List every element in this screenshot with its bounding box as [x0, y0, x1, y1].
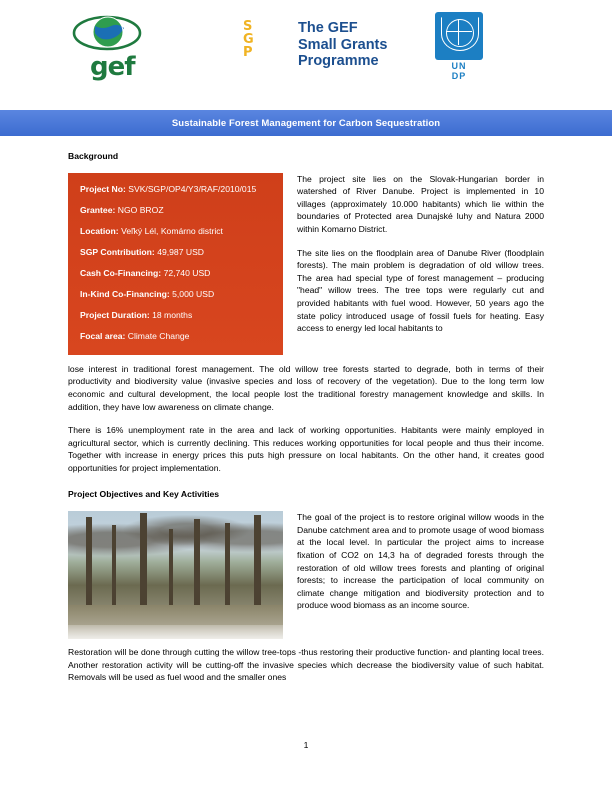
undp-letter-d: D — [451, 70, 460, 81]
floodplain-willow-forest-photo — [68, 511, 283, 639]
undp-letter-p: P — [459, 70, 467, 81]
undp-letter-n: N — [459, 61, 467, 71]
sgp-logo — [243, 14, 393, 82]
focal-area-value: Climate Change — [127, 331, 190, 342]
cash-cofinancing-label: Cash Co-Financing: — [80, 267, 162, 278]
sgp-wordmark-line2: Small Grants — [298, 36, 388, 53]
sgp-contribution-value: 49,987 USD — [157, 246, 205, 257]
paragraph-goal: The goal of the project is to restore original willow woods in the Danube catchment area and to promote usage of wood biomass at the local level. In particular the project aims to increase fixation of CO2 on 14,3 ha of degraded forests through the restoration of old willow trees forests and planting of original forests; to increase the participation of local community on climate change mitigation and biodiversity protection and to produce wood biomass as an income source. — [297, 512, 544, 611]
inkind-cofinancing-value: 5,000 USD — [172, 289, 215, 300]
sgp-monogram-icon — [243, 20, 291, 72]
project-info-row — [80, 330, 271, 343]
gef-logo — [68, 12, 154, 84]
cash-cofinancing-value: 72,740 USD — [163, 267, 211, 278]
sgp-monogram-g: G — [243, 32, 255, 47]
project-info-row — [80, 246, 271, 259]
document-body — [0, 150, 612, 684]
sgp-wordmark — [298, 20, 387, 70]
paragraph-unemployment: There is 16% unemployment rate in the area and lack of working opportunities. Habitants were mainly employed in agricultural sector, which is currently declining. This reduces working opportunities for local people and thus their income. Together with increase in energy prices this puts high pressure on local habitants. On the other hand, it creates good opportunities for project implementation. — [68, 425, 544, 473]
gef-wordmark: gef — [90, 52, 135, 82]
location-label: Location: — [80, 225, 119, 236]
location-value: Veľký Lél, Komárno district — [121, 225, 223, 236]
sgp-monogram-s: S — [243, 19, 254, 34]
sgp-monogram-p: P — [243, 45, 254, 60]
project-no-label: Project No: — [80, 183, 126, 194]
project-info-row — [80, 288, 271, 301]
project-no-value: SVK/SGP/OP4/Y3/RAF/2010/015 — [128, 183, 257, 194]
undp-letter-u: U — [451, 61, 459, 71]
grantee-label: Grantee: — [80, 204, 116, 215]
paragraph-restoration: Restoration will be done through cutting the willow tree-tops -thus restoring their productive function- and planting local trees. Another restoration activity will be cutting-off the invasive species which decrease the biodiversity value of such habitat. Removals will be used as fuel wood and the smaller ones — [68, 647, 544, 683]
undp-logo — [428, 12, 490, 86]
undp-wordmark — [428, 62, 490, 81]
banner-title: Sustainable Forest Management for Carbon Sequestration — [0, 110, 612, 136]
focal-area-label: Focal area: — [80, 331, 126, 342]
inkind-cofinancing-label: In-Kind Co-Financing: — [80, 289, 170, 300]
sgp-wordmark-line1: The GEF — [298, 20, 358, 36]
project-info-row — [80, 309, 271, 322]
globe-icon — [68, 12, 146, 56]
heading-background: Background — [68, 151, 119, 161]
heading-objectives: Project Objectives and Key Activities — [68, 488, 220, 499]
un-emblem-icon — [435, 12, 483, 60]
project-info-row — [80, 183, 271, 196]
project-duration-value: 18 months — [152, 310, 193, 321]
project-duration-label: Project Duration: — [80, 310, 150, 321]
sgp-wordmark-line3: Programme — [298, 53, 379, 69]
page-number: 1 — [303, 740, 309, 750]
grantee-value: NGO BROZ — [117, 204, 164, 215]
paragraph-project-site: The project site lies on the Slovak-Hungarian border in watershed of River Danube. Project is implemented in 10 villages (approximately 10.000 habitants) which lie within the boundaries of Protected area Dunajské luhy and Natura 2000 within Komarno District. — [297, 173, 544, 234]
project-info-row — [80, 225, 271, 238]
logo-header — [0, 0, 612, 106]
sgp-contribution-label: SGP Contribution: — [80, 246, 155, 257]
project-info-box — [68, 173, 283, 355]
project-info-row — [80, 267, 271, 280]
paragraph-degradation: lose interest in traditional forest management. The old willow tree forests started to degrade, both in terms of their productivity and biodiversity value (invasive species and loss of recovery of the vegetation). Due to the long term low economic and cultural development, the local people lost the traditional forestry management knowledge and skills. In addition, they have low awareness on climate change. — [68, 363, 544, 412]
project-info-row — [80, 204, 271, 217]
paragraph-floodplain: The site lies on the floodplain area of Danube River (floodplain forests). The main problem is degradation of old willow trees. The area had special type of forest management – producing "head" willow trees. The tree tops were regularly cut and provided habitants with fuel wood. However, 50 years ago the state policy introduced usage of fossil fuels for heating. Easy access to energy led local habitants to — [297, 247, 544, 334]
